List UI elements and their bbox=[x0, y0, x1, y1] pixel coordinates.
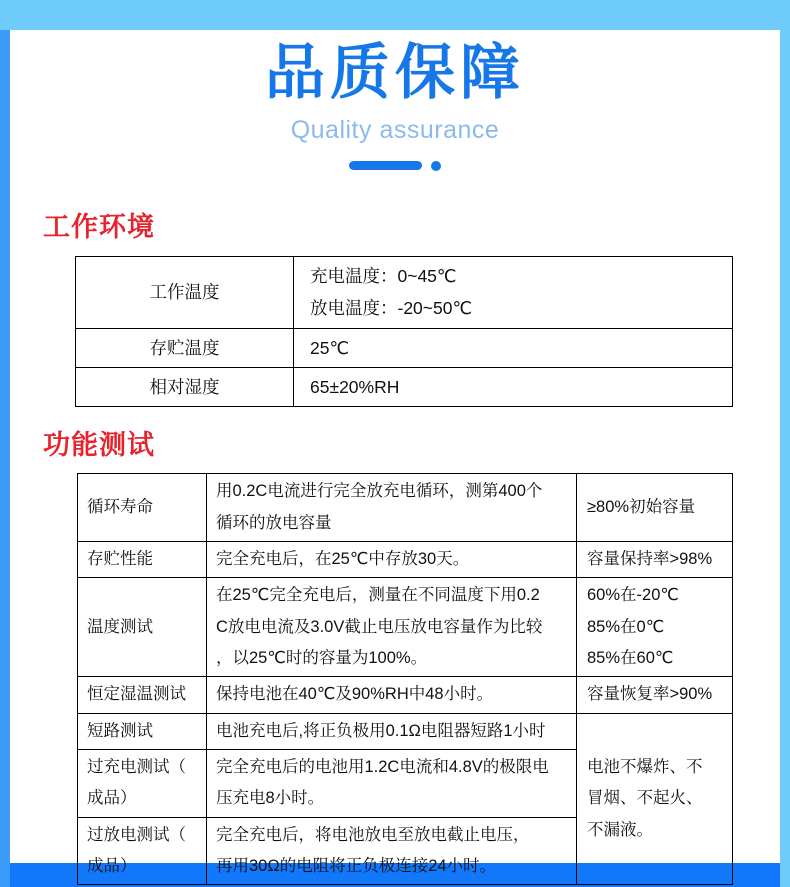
table-row bbox=[78, 474, 733, 542]
env-row-value bbox=[294, 256, 733, 328]
table-row bbox=[76, 367, 733, 406]
func-item-line: 过充电测试（ bbox=[87, 758, 186, 777]
func-method-line: ，以25℃时的容量为100%。 bbox=[216, 649, 428, 668]
func-result: 容量保持率>98% bbox=[577, 541, 733, 577]
func-method-line: C放电电流及3.0V截止电压放电容量作为比较 bbox=[216, 617, 543, 636]
func-method: 电池充电后,将正负极用0.1Ω电阻器短路1小时 bbox=[207, 713, 577, 749]
table-row bbox=[76, 256, 733, 328]
table-row bbox=[78, 578, 733, 677]
page-subtitle: Quality assurance bbox=[290, 115, 500, 144]
func-method bbox=[207, 817, 577, 885]
table-row bbox=[78, 541, 733, 577]
table-working-environment bbox=[75, 256, 733, 408]
func-item-line: 成品） bbox=[87, 789, 137, 808]
func-item: 存贮性能 bbox=[78, 541, 207, 577]
page-title: 品质保障 bbox=[265, 39, 525, 106]
func-item: 短路测试 bbox=[78, 713, 207, 749]
func-method bbox=[207, 750, 577, 818]
func-method-line: 压充电8小时。 bbox=[216, 789, 325, 808]
func-result: ≥80%初始容量 bbox=[577, 474, 733, 542]
func-result-line: 冒烟、不起火、 bbox=[587, 789, 703, 808]
func-item: 恒定湿温测试 bbox=[78, 677, 207, 713]
header bbox=[10, 30, 780, 171]
env-row-label: 相对湿度 bbox=[76, 367, 294, 406]
env-row-label: 存贮温度 bbox=[76, 328, 294, 367]
func-result-line: 不漏液。 bbox=[587, 820, 653, 839]
func-item: 循环寿命 bbox=[78, 474, 207, 542]
func-method: 完全充电后，在25℃中存放30天。 bbox=[207, 541, 577, 577]
env-row-value: 65±20%RH bbox=[294, 367, 733, 406]
env-value-line: 放电温度：-20~50℃ bbox=[310, 298, 473, 319]
func-result-line: 85%在60℃ bbox=[587, 649, 674, 668]
func-result-merged bbox=[577, 713, 733, 885]
func-method bbox=[207, 474, 577, 542]
func-result-line: 60%在-20℃ bbox=[587, 586, 679, 605]
func-result: 容量恢复率>90% bbox=[577, 677, 733, 713]
divider-bar-icon bbox=[349, 161, 422, 170]
section-heading-environment: 工作环境 bbox=[43, 211, 155, 242]
func-method-line: 用0.2C电流进行完全放充电循环，测第400个 bbox=[216, 482, 543, 501]
table-row bbox=[78, 677, 733, 713]
env-value-line: 充电温度：0~45℃ bbox=[310, 265, 457, 286]
func-result-line: 电池不爆炸、不 bbox=[587, 758, 703, 777]
func-item: 温度测试 bbox=[78, 578, 207, 677]
func-result-line: 85%在0℃ bbox=[587, 617, 665, 636]
func-method-line: 循环的放电容量 bbox=[216, 513, 332, 532]
env-row-label: 工作温度 bbox=[76, 256, 294, 328]
table-function-test bbox=[77, 473, 733, 885]
func-method-line: 完全充电后，将电池放电至放电截止电压， bbox=[216, 825, 530, 844]
func-item-line: 过放电测试（ bbox=[87, 825, 186, 844]
title-divider bbox=[10, 161, 780, 171]
func-result bbox=[577, 578, 733, 677]
func-method-line: 再用30Ω的电阻将正负极连接24小时。 bbox=[216, 857, 497, 876]
func-item bbox=[78, 817, 207, 885]
func-method-line: 完全充电后的电池用1.2C电流和4.8V的极限电 bbox=[216, 758, 549, 777]
func-method: 保持电池在40℃及90%RH中48小时。 bbox=[207, 677, 577, 713]
func-method bbox=[207, 578, 577, 677]
divider-dot-icon bbox=[431, 161, 441, 171]
env-row-value: 25℃ bbox=[294, 328, 733, 367]
func-method-line: 在25℃完全充电后，测量在不同温度下用0.2 bbox=[216, 586, 540, 605]
section-heading-function-test: 功能测试 bbox=[43, 430, 155, 461]
page-sheet bbox=[10, 30, 780, 876]
func-item bbox=[78, 750, 207, 818]
table-row bbox=[76, 328, 733, 367]
table-row bbox=[78, 713, 733, 749]
func-item-line: 成品） bbox=[87, 857, 137, 876]
